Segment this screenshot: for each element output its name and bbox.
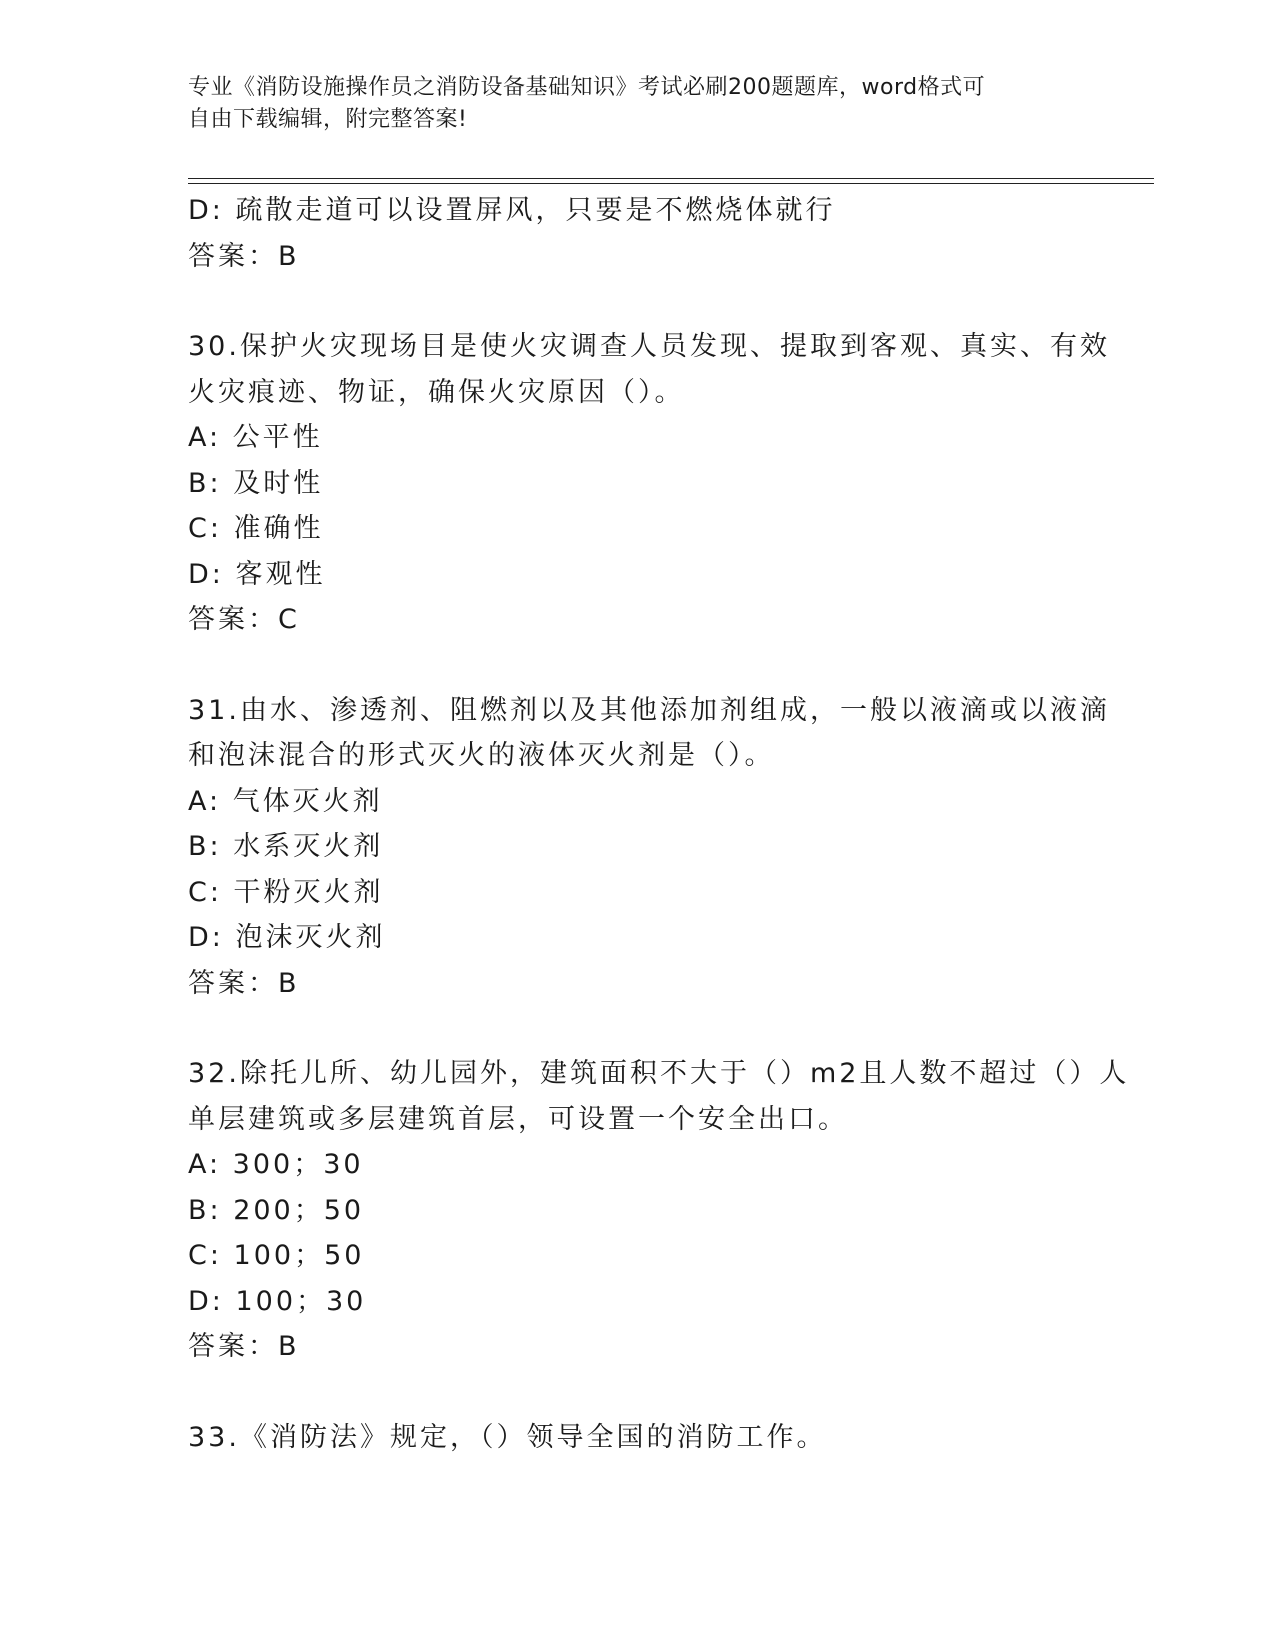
answer-line: 答案：C: [188, 604, 300, 635]
option-b: B: 水系灭火剂: [188, 831, 384, 862]
question-33: [188, 1415, 1088, 1461]
option-c: C: 干粉灭火剂: [188, 876, 384, 908]
answer-line: 答案：B: [188, 240, 300, 272]
question-text-line-1: 31.由水、渗透剂、阻燃剂以及其他添加剂组成，一般以液滴或以液滴: [188, 694, 1110, 726]
answer-line: 答案：B: [188, 967, 300, 999]
header-divider-top: [188, 178, 1154, 179]
question-text-line-1: 30.保护火灾现场目是使火灾调查人员发现、提取到客观、真实、有效: [188, 331, 1110, 362]
option-a: A: 300；30: [188, 1149, 364, 1180]
option-d: D: 疏散走道可以设置屏风，只要是不燃烧体就行: [188, 195, 836, 226]
question-list: [188, 188, 1130, 1460]
question-30: [188, 324, 1110, 643]
question-text-line-1: 33.《消防法》规定，（）领导全国的消防工作。: [188, 1421, 827, 1453]
header-divider-bottom: [188, 183, 1154, 184]
question-31: [188, 688, 1110, 1007]
option-d: D: 泡沫灭火剂: [188, 922, 386, 953]
option-a: A: 公平性: [188, 422, 323, 453]
question-29-tail: [188, 188, 1088, 279]
header-line-2: 自由下载编辑，附完整答案!: [188, 107, 468, 132]
option-b: B: 及时性: [188, 467, 324, 499]
question-text-line-1: 32.除托儿所、幼儿园外，建筑面积不大于（）m2且人数不超过（）人: [188, 1058, 1130, 1089]
option-c: C: 准确性: [188, 513, 324, 544]
question-text-line-2: 火灾痕迹、物证，确保火灾原因（）。: [188, 376, 685, 408]
question-text-line-2: 和泡沫混合的形式灭火的液体灭火剂是（）。: [188, 740, 775, 771]
option-c: C: 100；50: [188, 1240, 365, 1271]
option-b: B: 200；50: [188, 1194, 365, 1226]
question-text-line-2: 单层建筑或多层建筑首层，可设置一个安全出口。: [188, 1103, 848, 1135]
question-32: [188, 1051, 1130, 1370]
answer-line: 答案：B: [188, 1331, 300, 1362]
document-header: [188, 72, 1088, 136]
header-line-1: 专业《消防设施操作员之消防设备基础知识》考试必刷200题题库，word格式可: [188, 75, 986, 100]
option-d: D: 客观性: [188, 558, 326, 590]
option-d: D: 100；30: [188, 1285, 367, 1317]
option-a: A: 气体灭火剂: [188, 785, 383, 817]
